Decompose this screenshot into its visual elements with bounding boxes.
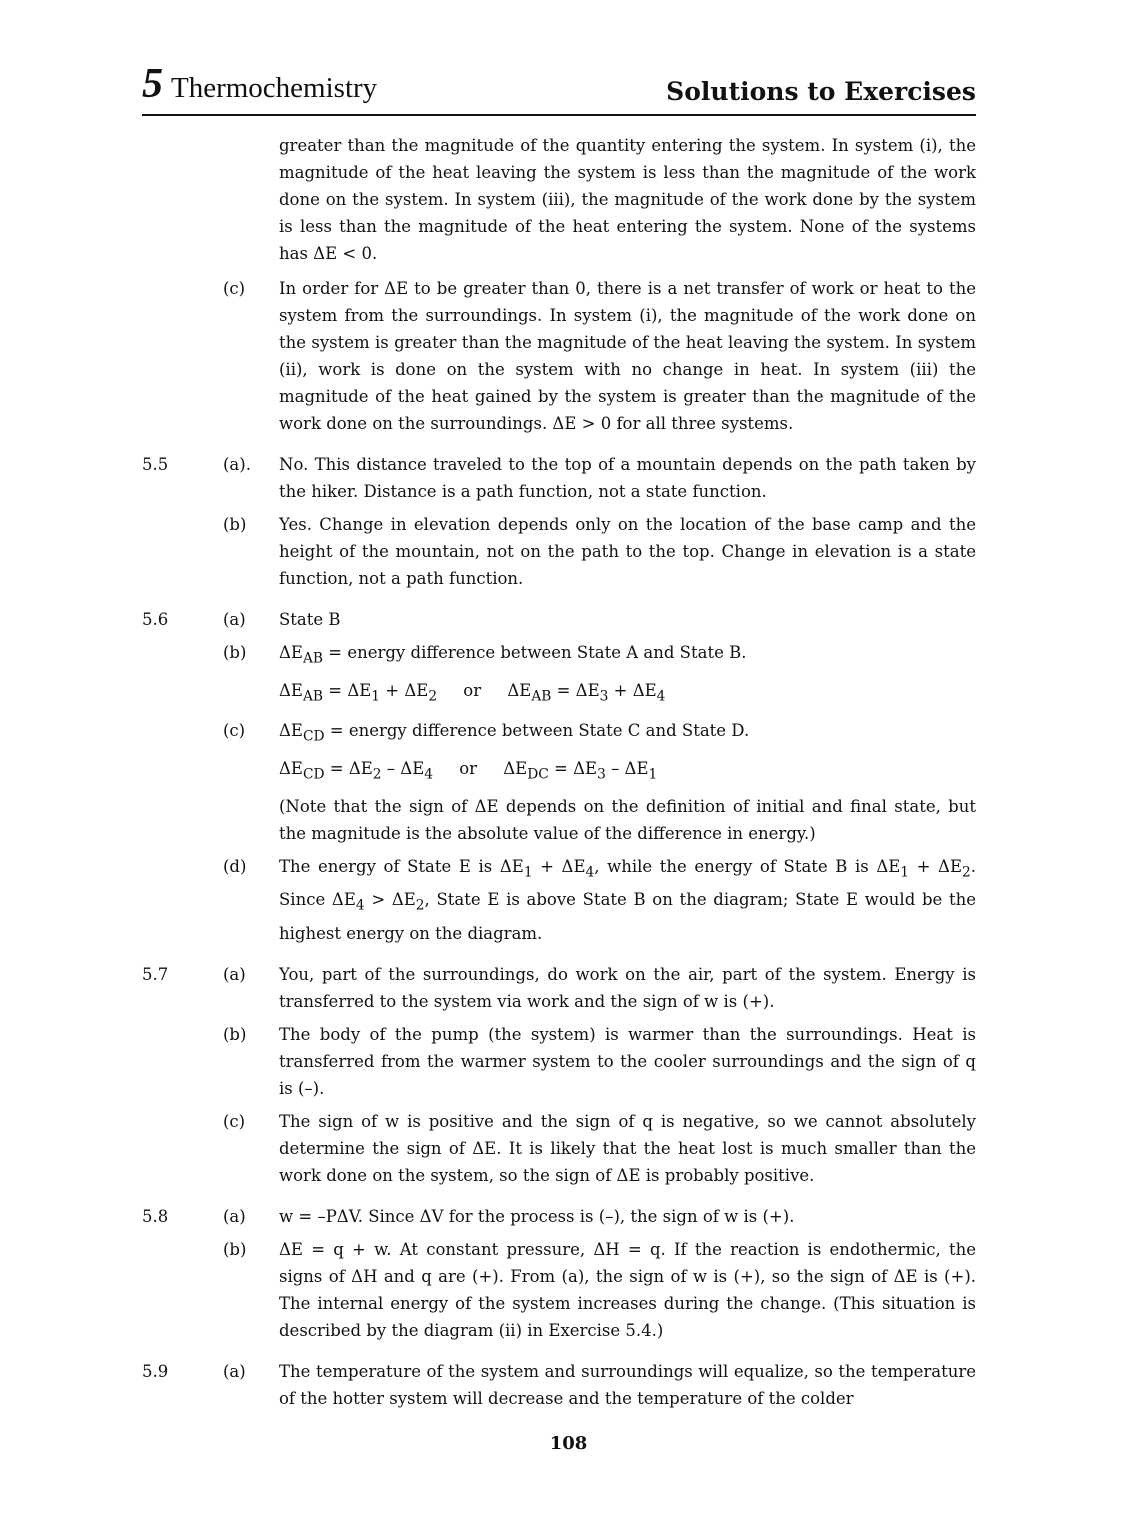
exercise-part bbox=[223, 639, 976, 711]
exercise-number: 5.5 bbox=[142, 455, 169, 474]
exercise-number: 5.9 bbox=[142, 1361, 169, 1381]
part-paragraph: (Note that the sign of ΔE depends on the definition of initial and final state, but the magnitude is the absolute value of the difference in energy.) bbox=[279, 797, 976, 844]
part-label: (c) bbox=[223, 279, 246, 298]
part-label: (a) bbox=[223, 1206, 246, 1226]
exercise-part bbox=[223, 1108, 976, 1189]
part-label: (a) bbox=[223, 1361, 246, 1381]
part-label: (a). bbox=[223, 455, 251, 474]
exercise-5.5 bbox=[142, 451, 976, 598]
part-paragraph: The energy of State E is $\Delta E_1 + \Delta E_4$, while the energy of State B is $\Delta E_1 + \Delta E_2$. Since $\Delta E_4 > \Delta E_2$, State E is above State B on the diagram; State E would be the highest energy on the diagram. bbox=[279, 857, 976, 943]
chapter-number: 5 bbox=[142, 61, 163, 107]
chapter-heading bbox=[142, 60, 377, 108]
part-text bbox=[279, 1358, 976, 1412]
exercise-part bbox=[223, 717, 976, 848]
part-text bbox=[279, 853, 976, 947]
part-paragraph: The sign of w is positive and the sign of q is negative, so we cannot absolutely determine the sign of ΔE. It is likely that the heat lost is much smaller than the work done on the system, so the sign of ΔE is probably positive. bbox=[279, 1111, 976, 1185]
exercise-5.8 bbox=[142, 1203, 976, 1350]
part-label: (a) bbox=[223, 964, 246, 984]
exercise-part bbox=[223, 606, 976, 633]
section-title: Solutions to Exercises bbox=[666, 77, 976, 106]
exercise-5.6 bbox=[142, 606, 976, 953]
exercise-part bbox=[223, 1236, 976, 1344]
part-paragraph: $\Delta E_{CD}$ = energy difference between State C and State D. bbox=[279, 720, 750, 744]
exercise-parts bbox=[223, 451, 976, 598]
part-label: (a) bbox=[223, 610, 246, 629]
exercise-part bbox=[223, 275, 976, 437]
chapter-title: Thermochemistry bbox=[171, 72, 378, 104]
part-label: (b) bbox=[223, 515, 247, 534]
part-paragraph: $\Delta E_{CD} = \Delta E_2 - \Delta E_4$ or $\Delta E_{DC} = \Delta E_3 - \Delta E_1$ bbox=[279, 758, 658, 783]
part-paragraph: In order for ΔE to be greater than 0, there is a net transfer of work or heat to the system from the surroundings. In system (i), the magnitude of the work done on the system is greater than the magnitude of the heat leaving the system. In system (ii), work is done on the system with no change in heat. In system (iii) the magnitude of the heat gained by the system is greater than the magnitude of the work done on the surroundings. ΔE > 0 for all three systems. bbox=[279, 279, 976, 433]
part-paragraph: The body of the pump (the system) is warmer than the surroundings. Heat is transferred from the warmer system to the cooler surroundings and the sign of q is (–). bbox=[279, 1024, 976, 1098]
exercise-number: 5.6 bbox=[142, 610, 169, 629]
exercise-part bbox=[223, 1203, 976, 1230]
part-text bbox=[279, 1203, 976, 1230]
part-text bbox=[279, 961, 976, 1015]
part-paragraph: w = –PΔV. Since ΔV for the process is (–), the sign of w is (+). bbox=[279, 1206, 795, 1226]
exercise-part bbox=[223, 511, 976, 592]
part-text bbox=[279, 1021, 976, 1102]
part-label: (b) bbox=[223, 1239, 247, 1259]
part-text bbox=[279, 606, 976, 633]
page-number: 108 bbox=[549, 1433, 588, 1454]
exercise-number: 5.7 bbox=[142, 964, 169, 984]
part-text bbox=[279, 639, 976, 711]
part-text bbox=[279, 1108, 976, 1189]
exercise-parts bbox=[223, 275, 976, 443]
header-rule bbox=[142, 114, 976, 116]
exercise-part bbox=[223, 1021, 976, 1102]
part-paragraph: $\Delta E_{AB}$ = energy difference between State A and State B. bbox=[279, 643, 747, 667]
exercise-cont bbox=[142, 275, 976, 443]
exercise-number bbox=[142, 275, 223, 443]
part-paragraph: $\Delta E_{AB} = \Delta E_1 + \Delta E_2$ or $\Delta E_{AB} = \Delta E_3 + \Delta E_4$ bbox=[279, 681, 666, 705]
exercise-parts bbox=[223, 606, 976, 953]
exercise-list bbox=[142, 275, 976, 1418]
exercise-part bbox=[223, 1358, 976, 1412]
part-label: (d) bbox=[223, 857, 247, 877]
part-label: (c) bbox=[223, 1111, 246, 1131]
exercise-5.9 bbox=[142, 1358, 976, 1418]
exercise-parts bbox=[223, 1203, 976, 1350]
solutions-body bbox=[142, 132, 976, 1418]
part-text bbox=[279, 511, 976, 592]
continued-paragraph: greater than the magnitude of the quantity entering the system. In system (i), the magnitude of the heat leaving the system is less than the magnitude of the work done on the system. In system (iii), the magnitude of the work done by the system is less than the magnitude of the heat entering the system. None of the systems has ΔE < 0. bbox=[279, 136, 976, 263]
part-paragraph: You, part of the surroundings, do work on the air, part of the system. Energy is transferred to the system via work and the sign of w is (+). bbox=[279, 964, 976, 1011]
part-text bbox=[279, 275, 976, 437]
part-text bbox=[279, 1236, 976, 1344]
exercise-parts bbox=[223, 961, 976, 1195]
exercise-part bbox=[223, 961, 976, 1015]
exercise-parts bbox=[223, 1358, 976, 1418]
part-label: (b) bbox=[223, 643, 247, 662]
part-paragraph: The temperature of the system and surroundings will equalize, so the temperature of the hotter system will decrease and the temperature of the colder bbox=[279, 1361, 976, 1408]
part-paragraph: No. This distance traveled to the top of a mountain depends on the path taken by the hiker. Distance is a path function, not a state function. bbox=[279, 455, 976, 501]
part-label: (b) bbox=[223, 1024, 247, 1044]
exercise-part bbox=[223, 853, 976, 947]
part-text bbox=[279, 717, 976, 848]
exercise-5.7 bbox=[142, 961, 976, 1195]
part-paragraph: Yes. Change in elevation depends only on the location of the base camp and the height of the mountain, not on the path to the top. Change in elevation is a state function, not a path function. bbox=[279, 515, 976, 588]
page-header bbox=[142, 62, 976, 116]
part-paragraph: State B bbox=[279, 610, 341, 629]
exercise-part bbox=[223, 451, 976, 505]
part-label: (c) bbox=[223, 720, 246, 740]
exercise-number: 5.8 bbox=[142, 1206, 169, 1226]
part-text bbox=[279, 451, 976, 505]
part-paragraph: ΔE = q + w. At constant pressure, ΔH = q. If the reaction is endothermic, the signs of ΔH and q are (+). From (a), the sign of w is (+), so the sign of ΔE is (+). The internal energy of the system increases during the change. (This situation is described by the diagram (ii) in Exercise 5.4.) bbox=[279, 1239, 976, 1340]
